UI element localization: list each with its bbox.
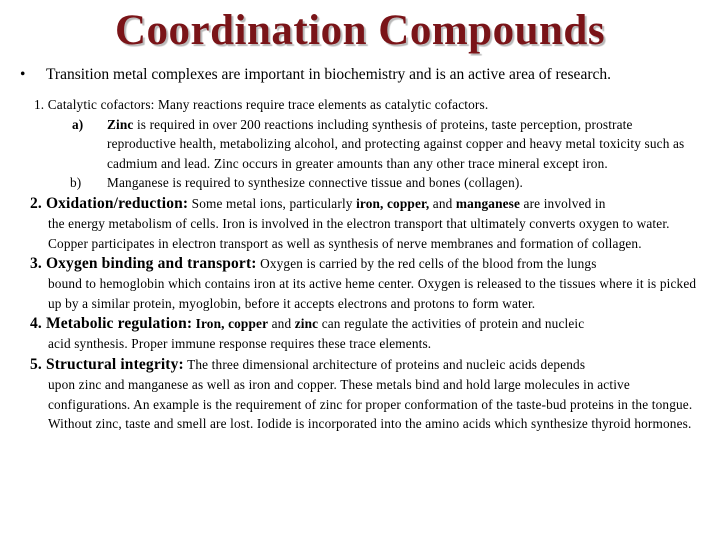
item-5-lead: 5. Structural integrity: (30, 355, 184, 373)
item-metabolic-regulation (30, 314, 702, 354)
item-2-heading (30, 194, 702, 214)
slide-title: Coordination Compounds (114, 7, 606, 54)
item-4-lead: 4. Metabolic regulation: (30, 315, 193, 333)
item-catalytic-cofactors (30, 95, 702, 193)
item-structural-integrity (30, 355, 702, 434)
item-3-lead: 3. Oxygen binding and transport: (30, 255, 257, 273)
item-2-b1: iron, copper, (356, 195, 430, 211)
item-2-t2: and (429, 195, 456, 211)
item-2-body: the energy metabolism of cells. Iron is involved in the electron transport that ultimately converts oxygen to water. Copper participates in electron transport as well as synthesis of nerve membranes and formation of collagen. (48, 215, 670, 251)
item-4-body: acid synthesis. Proper immune response requires these trace elements. (48, 336, 432, 352)
item-oxygen-binding (30, 254, 702, 313)
sub-item-a-text: is required in over 200 reactions including synthesis of proteins, taste perception, prostrate reproductive health, metabolizing alcohol, and protecting against copper and heavy metal toxicity such as cadmium and lead. Zinc occurs in greater amounts than any other trace mineral except iron. (107, 116, 685, 171)
sub-item-a (34, 115, 702, 174)
item-4-b1: Iron, copper (192, 316, 269, 332)
bullet-icon: • (20, 66, 26, 83)
item-5-body: upon zinc and manganese as well as iron and copper. These metals bind and hold large molecules in active configurations. An example is the requirement of zinc for proper conformation of the taste-bud proteins in the tongue. Without zinc, taste and smell are lost. Iodide is incorporated into the amino acids which synthesize thyroid hormones. (48, 376, 693, 432)
item-1-text: 1. Catalytic cofactors: Many reactions require trace elements as catalytic cofactors. (34, 97, 489, 112)
item-2-b2: manganese (455, 195, 521, 211)
item-3-body: bound to hemoglobin which contains iron at its active heme center. Oxygen is released to the tissues where it is picked up by a similar protein, myoglobin, before it accepts electrons and protons to form water. (48, 276, 697, 311)
item-2-t1: Some metal ions, particularly (188, 195, 357, 211)
item-4-b2: zinc (294, 316, 319, 332)
intro-bullet-point (20, 66, 611, 84)
item-2-t3: are involved in (520, 195, 606, 211)
item-4-t1: and (268, 316, 295, 332)
item-4-heading (30, 314, 702, 334)
item-3-heading (30, 254, 702, 274)
intro-text: Transition metal complexes are important in biochemistry and is an active area of research. (46, 66, 611, 83)
sub-item-a-bold: Zinc (107, 116, 134, 132)
sub-item-b (34, 173, 702, 193)
item-oxidation-reduction (30, 194, 702, 253)
item-5-heading (30, 355, 702, 375)
sub-item-b-text: Manganese is required to synthesize connective tissue and bones (collagen). (107, 175, 523, 191)
item-5-t1: The three dimensional architecture of proteins and nucleic acids depends (183, 356, 586, 372)
item-3-t1: Oxygen is carried by the red cells of the blood from the lungs (256, 256, 597, 272)
item-4-t2: can regulate the activities of protein and nucleic (318, 316, 585, 332)
sub-item-b-label: b) (70, 175, 82, 191)
item-2-lead: 2. Oxidation/reduction: (30, 194, 189, 212)
sub-item-a-label: a) (72, 116, 84, 132)
slide-content (30, 95, 702, 434)
